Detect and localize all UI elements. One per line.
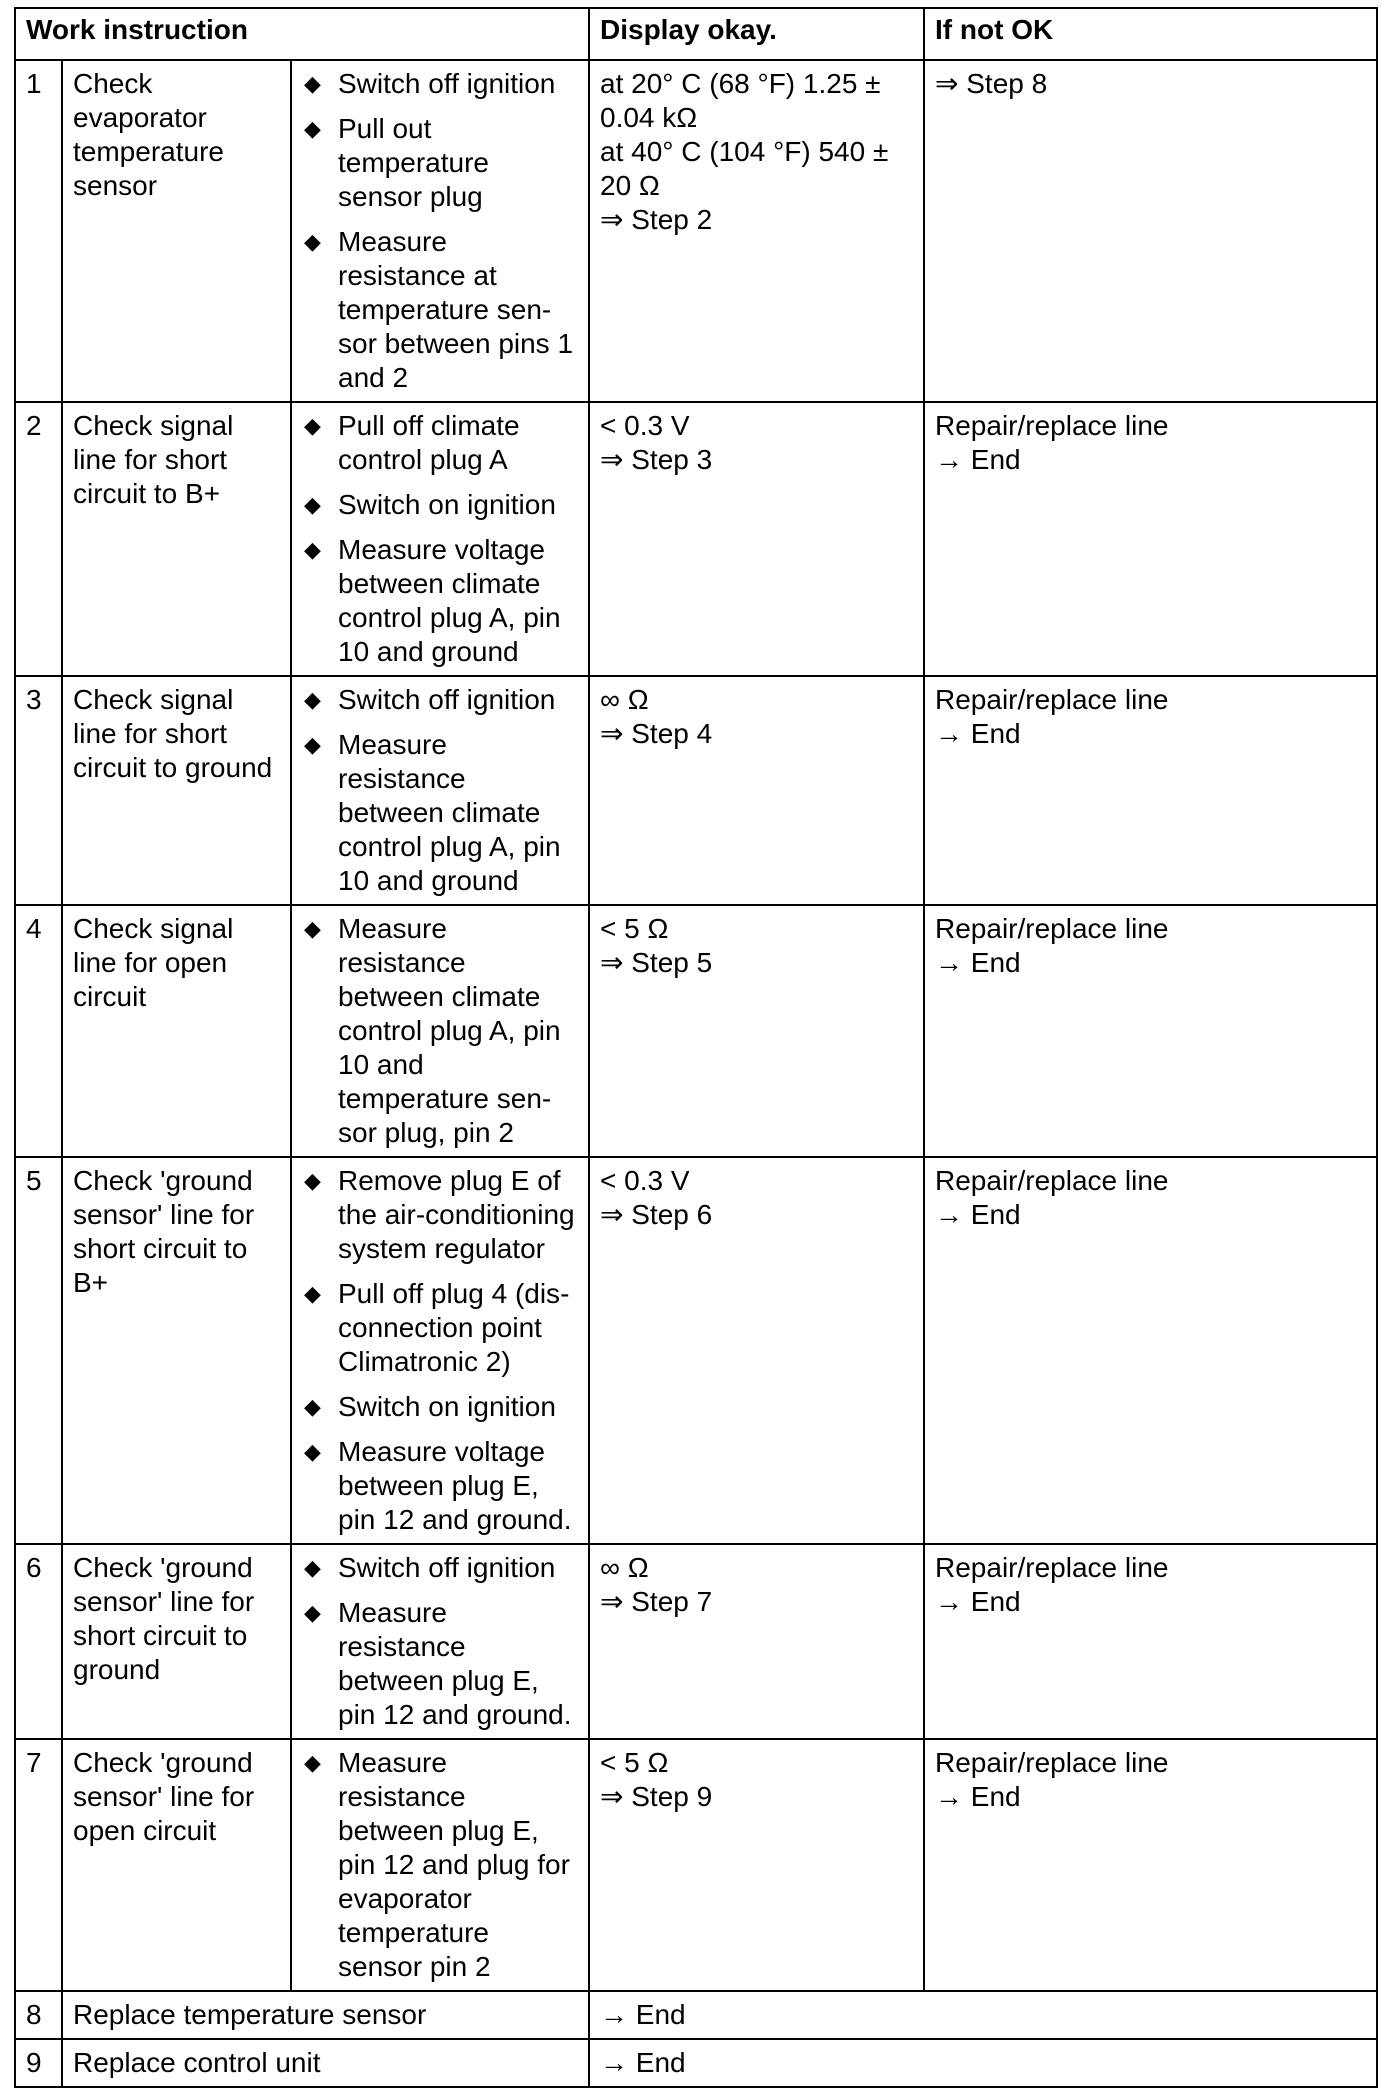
procedure-text: Remove plug E of the air-conditioning system regulator xyxy=(338,1165,575,1264)
procedure-cell xyxy=(291,402,589,676)
procedure-item xyxy=(302,112,578,214)
procedure-item xyxy=(302,728,578,898)
table-row xyxy=(15,905,1377,1157)
procedure-item xyxy=(302,533,578,669)
procedure-item xyxy=(302,488,578,522)
procedure-item xyxy=(302,912,578,1150)
step-number: 4 xyxy=(15,905,62,1157)
bullet-diamond-icon: ◆ xyxy=(304,1439,321,1464)
table-row xyxy=(15,60,1377,402)
procedure-list xyxy=(302,912,578,1150)
bullet-diamond-icon: ◆ xyxy=(304,537,321,562)
header-work-instruction: Work instruction xyxy=(15,8,589,60)
header-display-ok: Display okay. xyxy=(589,8,924,60)
bullet-diamond-icon: ◆ xyxy=(304,116,321,141)
display-ok-line: at 20° C (68 °F) 1.25 ± 0.04 kΩ xyxy=(600,68,881,133)
if-not-ok-cell xyxy=(924,1157,1377,1544)
check-description: Check evaporator temperature sensor xyxy=(62,60,291,402)
procedure-cell xyxy=(291,60,589,402)
procedure-list xyxy=(302,1746,578,1984)
table-row xyxy=(15,402,1377,676)
bullet-diamond-icon: ◆ xyxy=(304,1555,321,1580)
procedure-list xyxy=(302,683,578,898)
procedure-cell xyxy=(291,1544,589,1739)
procedure-list xyxy=(302,1551,578,1732)
procedure-item xyxy=(302,1551,578,1585)
step-number: 3 xyxy=(15,676,62,905)
procedure-text: Measure resistance between climate control plug A, pin 10 and temperature sensor plug, pin 2 xyxy=(338,913,561,1148)
procedure-text: Switch on ignition xyxy=(338,489,556,520)
table-row xyxy=(15,1157,1377,1544)
step-number: 6 xyxy=(15,1544,62,1739)
display-ok-line: < 5 Ω xyxy=(600,1747,669,1778)
procedure-text: Measure resistance between climate control plug A, pin 10 and ground xyxy=(338,729,561,896)
table-row-final xyxy=(15,2039,1377,2087)
display-ok-cell xyxy=(589,1157,924,1544)
procedure-cell xyxy=(291,905,589,1157)
procedure-text: Pull off climate control plug A xyxy=(338,410,520,475)
procedure-item xyxy=(302,1164,578,1266)
procedure-list xyxy=(302,67,578,395)
display-ok-line: ⇒ Step 5 xyxy=(600,947,713,978)
display-ok-cell xyxy=(589,402,924,676)
bullet-diamond-icon: ◆ xyxy=(304,1750,321,1775)
procedure-text: Switch off ignition xyxy=(338,1552,556,1583)
if-not-ok-cell xyxy=(924,905,1377,1157)
display-ok-line: ∞ Ω xyxy=(600,1552,649,1583)
display-ok-line: < 0.3 V xyxy=(600,410,690,441)
display-ok-line: < 5 Ω xyxy=(600,913,669,944)
step-number: 2 xyxy=(15,402,62,676)
table-row xyxy=(15,1544,1377,1739)
step-number: 5 xyxy=(15,1157,62,1544)
display-ok-line: ∞ Ω xyxy=(600,684,649,715)
procedure-cell xyxy=(291,1739,589,1991)
display-ok-cell xyxy=(589,60,924,402)
table-row xyxy=(15,1739,1377,1991)
if-not-ok-line: Repair/replace line xyxy=(935,913,1169,944)
final-instruction: Replace temperature sensor xyxy=(62,1991,589,2039)
bullet-diamond-icon: ◆ xyxy=(304,1168,321,1193)
if-not-ok-line: Repair/replace line xyxy=(935,1165,1169,1196)
if-not-ok-line: → End xyxy=(935,444,1021,475)
bullet-diamond-icon: ◆ xyxy=(304,1600,321,1625)
procedure-item xyxy=(302,409,578,477)
bullet-diamond-icon: ◆ xyxy=(304,71,321,96)
table-row-final xyxy=(15,1991,1377,2039)
bullet-diamond-icon: ◆ xyxy=(304,687,321,712)
procedure-text: Measure voltage between plug E, pin 12 and ground. xyxy=(338,1436,572,1535)
display-ok-line: ⇒ Step 6 xyxy=(600,1199,713,1230)
table-header-row xyxy=(15,8,1377,60)
procedure-item xyxy=(302,225,578,395)
check-description: Check 'ground sensor' line for short circuit to B+ xyxy=(62,1157,291,1544)
step-number: 1 xyxy=(15,60,62,402)
procedure-text: Pull off plug 4 (disconnection point Climatronic 2) xyxy=(338,1278,570,1377)
if-not-ok-line: → End xyxy=(935,1199,1021,1230)
work-instruction-table xyxy=(14,7,1378,2088)
if-not-ok-line: → End xyxy=(935,947,1021,978)
display-ok-cell xyxy=(589,676,924,905)
procedure-item xyxy=(302,1746,578,1984)
final-instruction: Replace control unit xyxy=(62,2039,589,2087)
procedure-text: Measure resistance between plug E, pin 12 and plug for evaporator temperature sensor pin 2 xyxy=(338,1747,570,1982)
procedure-text: Switch on ignition xyxy=(338,1391,556,1422)
procedure-list xyxy=(302,409,578,669)
procedure-item xyxy=(302,67,578,101)
display-ok-cell xyxy=(589,1739,924,1991)
if-not-ok-line: Repair/replace line xyxy=(935,684,1169,715)
if-not-ok-line: Repair/replace line xyxy=(935,1747,1169,1778)
procedure-item xyxy=(302,683,578,717)
procedure-item xyxy=(302,1435,578,1537)
procedure-text: Switch off ignition xyxy=(338,68,556,99)
display-ok-line: ⇒ Step 9 xyxy=(600,1781,713,1812)
step-number: 8 xyxy=(15,1991,62,2039)
display-ok-cell xyxy=(589,1544,924,1739)
if-not-ok-cell xyxy=(924,1739,1377,1991)
step-number: 7 xyxy=(15,1739,62,1991)
if-not-ok-line: → End xyxy=(935,718,1021,749)
check-description: Check signal line for short circuit to ground xyxy=(62,676,291,905)
procedure-item xyxy=(302,1596,578,1732)
bullet-diamond-icon: ◆ xyxy=(304,229,321,254)
procedure-cell xyxy=(291,1157,589,1544)
display-ok-cell xyxy=(589,905,924,1157)
procedure-list xyxy=(302,1164,578,1537)
check-description: Check signal line for short circuit to B+ xyxy=(62,402,291,676)
header-if-not-ok: If not OK xyxy=(924,8,1377,60)
procedure-text: Pull out temperature sensor plug xyxy=(338,113,489,212)
procedure-text: Measure resistance between plug E, pin 12 and ground. xyxy=(338,1597,572,1730)
final-result: → End xyxy=(589,1991,1377,2039)
if-not-ok-cell xyxy=(924,402,1377,676)
if-not-ok-cell xyxy=(924,676,1377,905)
check-description: Check signal line for open circuit xyxy=(62,905,291,1157)
bullet-diamond-icon: ◆ xyxy=(304,413,321,438)
display-ok-line: at 40° C (104 °F) 540 ± 20 Ω xyxy=(600,136,889,201)
bullet-diamond-icon: ◆ xyxy=(304,1281,321,1306)
if-not-ok-line: ⇒ Step 8 xyxy=(935,68,1048,99)
step-number: 9 xyxy=(15,2039,62,2087)
procedure-text: Measure voltage between climate control plug A, pin 10 and ground xyxy=(338,534,561,667)
if-not-ok-line: → End xyxy=(935,1586,1021,1617)
procedure-item xyxy=(302,1390,578,1424)
bullet-diamond-icon: ◆ xyxy=(304,732,321,757)
table-body xyxy=(15,60,1377,2087)
display-ok-line: ⇒ Step 4 xyxy=(600,718,713,749)
bullet-diamond-icon: ◆ xyxy=(304,1394,321,1419)
if-not-ok-line: Repair/replace line xyxy=(935,410,1169,441)
if-not-ok-cell xyxy=(924,60,1377,402)
check-description: Check 'ground sensor' line for short circuit to ground xyxy=(62,1544,291,1739)
procedure-item xyxy=(302,1277,578,1379)
if-not-ok-line: Repair/replace line xyxy=(935,1552,1169,1583)
if-not-ok-line: → End xyxy=(935,1781,1021,1812)
display-ok-line: ⇒ Step 3 xyxy=(600,444,713,475)
bullet-diamond-icon: ◆ xyxy=(304,492,321,517)
display-ok-line: ⇒ Step 2 xyxy=(600,204,713,235)
procedure-text: Measure resistance at temperature sensor between pins 1 and 2 xyxy=(338,226,574,393)
check-description: Check 'ground sensor' line for open circuit xyxy=(62,1739,291,1991)
display-ok-line: ⇒ Step 7 xyxy=(600,1586,713,1617)
procedure-cell xyxy=(291,676,589,905)
display-ok-line: < 0.3 V xyxy=(600,1165,690,1196)
bullet-diamond-icon: ◆ xyxy=(304,916,321,941)
final-result: → End xyxy=(589,2039,1377,2087)
if-not-ok-cell xyxy=(924,1544,1377,1739)
procedure-text: Switch off ignition xyxy=(338,684,556,715)
table-row xyxy=(15,676,1377,905)
